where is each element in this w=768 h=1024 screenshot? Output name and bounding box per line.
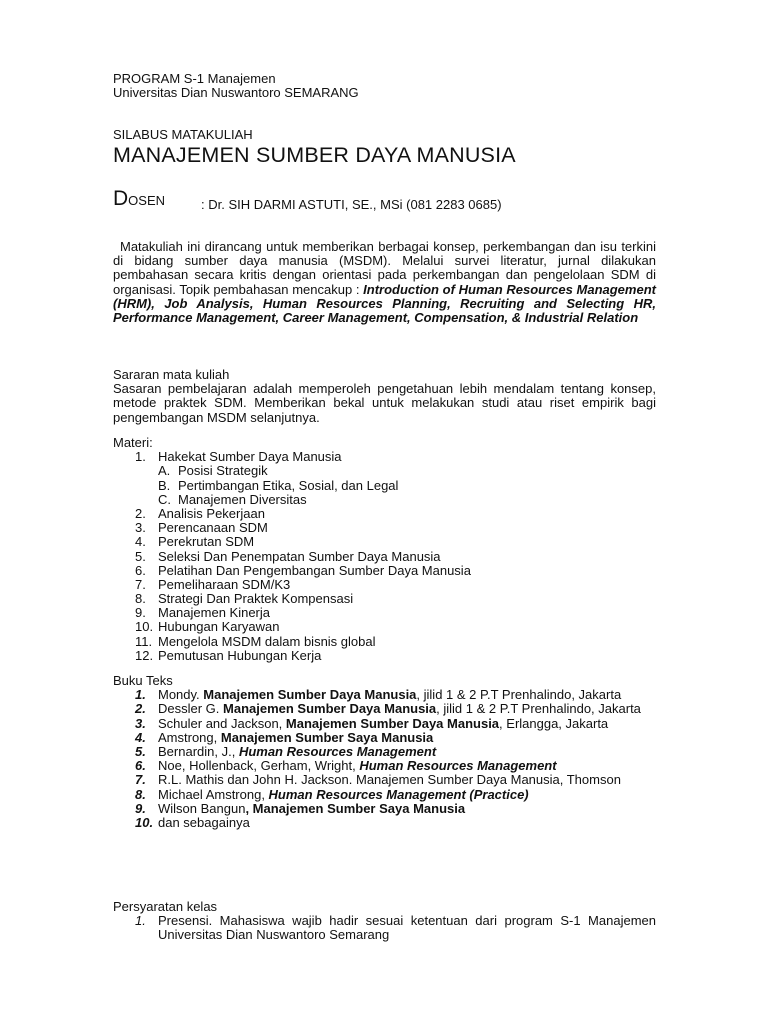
textbook-item — [113, 745, 656, 759]
list-number: 5. — [135, 548, 146, 564]
list-number: 11. — [135, 633, 153, 649]
materials-list — [113, 450, 656, 663]
textbooks-list — [113, 688, 656, 830]
textbook-author: Mondy. — [158, 687, 204, 703]
program-name: PROGRAM S-1 Manajemen — [113, 71, 276, 86]
materials-item — [113, 521, 656, 535]
list-text: Pertimbangan Etika, Sosial, dan Legal — [178, 477, 399, 493]
list-number: B. — [158, 477, 171, 493]
list-text: Manajemen Diversitas — [178, 491, 307, 507]
lecturer-line — [113, 187, 656, 212]
requirement-item — [113, 914, 656, 942]
textbook-author: Schuler and Jackson, — [158, 715, 286, 731]
textbook-item — [113, 788, 656, 802]
textbook-author: Michael Amstrong, — [158, 786, 269, 802]
textbook-author: Dessler G. — [158, 701, 224, 717]
list-number: 3. — [135, 715, 146, 731]
objectives-body: Sasaran pembelajaran adalah memperoleh pengetahuan lebih mendalam tentang konsep, metode praktek SDM. Memberikan bekal untuk melakukan studi atau riset empirik bagi pengembangan MSDM selanjutnya. — [113, 381, 656, 425]
textbook-title: Manajemen Sumber Saya Manusia — [220, 729, 434, 745]
textbook-item — [113, 731, 656, 745]
list-text: Manajemen Kinerja — [158, 605, 271, 621]
list-number: 7. — [135, 772, 146, 788]
objectives-heading: Sararan mata kuliah — [113, 367, 230, 382]
materials-item — [113, 635, 656, 649]
list-number: 1. — [135, 449, 146, 465]
textbook-item — [113, 717, 656, 731]
requirements-heading: Persyaratan kelas — [113, 899, 218, 914]
list-text: Hubungan Karyawan — [158, 619, 280, 635]
textbook-title: Manajemen Sumber Daya Manusia — [285, 715, 500, 731]
materials-item — [113, 649, 656, 663]
list-text: Analisis Pekerjaan — [158, 505, 265, 521]
header-block — [113, 72, 359, 100]
list-text: Strategi Dan Praktek Kompensasi — [158, 591, 354, 607]
list-number: 6. — [135, 562, 146, 578]
list-number: C. — [158, 491, 171, 507]
textbook-item — [113, 688, 656, 702]
list-number: 5. — [135, 744, 146, 760]
materials-item — [113, 550, 656, 564]
list-number: 4. — [135, 729, 146, 745]
list-text: Mengelola MSDM dalam bisnis global — [158, 633, 376, 649]
list-text: Posisi Strategik — [178, 463, 268, 479]
textbook-item — [113, 759, 656, 773]
list-number: 6. — [135, 758, 146, 774]
list-text: Perekrutan SDM — [158, 534, 255, 550]
materials-subitem — [113, 493, 656, 507]
materials-heading: Materi: — [113, 435, 153, 450]
list-text: Seleksi Dan Penempatan Sumber Daya Manusia — [158, 548, 441, 564]
list-number: 7. — [135, 576, 146, 592]
list-text: Hakekat Sumber Daya Manusia — [158, 449, 342, 465]
textbook-author: Bernardin, J., — [158, 744, 239, 760]
materials-item — [113, 592, 656, 606]
textbook-title: , Manajemen Sumber Saya Manusia — [245, 800, 466, 816]
textbooks-section — [113, 674, 656, 830]
list-number: 1. — [135, 913, 146, 929]
list-number: 2. — [135, 701, 146, 717]
requirements-list — [113, 914, 656, 942]
materials-item — [113, 450, 656, 464]
textbook-title: Human Resources Management — [238, 744, 437, 760]
textbook-author: R.L. Mathis dan John H. Jackson. Manajemen Sumber Daya Manusia, Thomson — [158, 772, 621, 788]
lecturer-value: : Dr. SIH DARMI ASTUTI, SE., MSi (081 2283 0685) — [201, 197, 502, 212]
requirements-section — [113, 900, 656, 943]
materials-section — [113, 436, 656, 663]
materials-item — [113, 578, 656, 592]
course-title: MANAJEMEN SUMBER DAYA MANUSIA — [113, 143, 516, 167]
textbook-title: Human Resources Management — [359, 758, 557, 774]
textbook-title: Human Resources Management (Practice) — [268, 786, 529, 802]
textbook-publisher: , jilid 1 & 2 P.T Prenhalindo, Jakarta — [416, 687, 622, 703]
textbook-title: Manajemen Sumber Daya Manusia — [203, 687, 417, 703]
list-number: 2. — [135, 505, 146, 521]
list-text: Pemeliharaan SDM/K3 — [158, 576, 291, 592]
materials-item — [113, 507, 656, 521]
list-text: Pelatihan Dan Pengembangan Sumber Daya Manusia — [158, 562, 471, 578]
list-number: 4. — [135, 534, 146, 550]
list-number: A. — [158, 463, 171, 479]
lecturer-label-rest: OSEN — [128, 193, 166, 208]
course-description-paragraph — [113, 240, 656, 325]
list-number: 8. — [135, 786, 146, 802]
list-number: 12. — [135, 647, 154, 663]
list-number: 8. — [135, 591, 146, 607]
list-text: Perencanaan SDM — [158, 520, 268, 536]
list-number: 1. — [135, 687, 146, 703]
list-number: 9. — [135, 800, 146, 816]
textbook-author: Noe, Hollenback, Gerham, Wright, — [158, 758, 360, 774]
materials-item — [113, 535, 656, 549]
course-description — [113, 240, 656, 325]
materials-subitem — [113, 479, 656, 493]
textbook-author: dan sebagainya — [158, 815, 250, 831]
textbook-author: Wilson Bangun — [158, 800, 246, 816]
description-text: Matakuliah ini dirancang untuk memberikan berbagai konsep, perkembangan dan isu terkini di bidang sumber daya manusia (MSDM). Melalui survei literatur, jurnal dilakukan pembahasan secara kritis dengan orientasi pada perkembangan dan pengelolaan SDM di organisasi. Topik pembahasan mencakup : — [113, 239, 656, 297]
materials-item — [113, 620, 656, 634]
textbooks-heading: Buku Teks — [113, 673, 173, 688]
textbook-item — [113, 773, 656, 787]
list-number: 9. — [135, 605, 146, 621]
textbook-author: Amstrong, — [158, 729, 221, 745]
lecturer-label-initial: D — [113, 187, 129, 210]
textbook-publisher: , jilid 1 & 2 P.T Prenhalindo, Jakarta — [436, 701, 641, 717]
list-number: 3. — [135, 520, 146, 536]
objectives-section — [113, 368, 656, 425]
list-text: Pemutusan Hubungan Kerja — [158, 647, 322, 663]
description-topics: Introduction of Human Resources Management (HRM), Job Analysis, Human Resources Planning, Recruiting and Selecting HR, Performance Management, Career Management, Compensation, & Industrial Relation — [113, 281, 656, 326]
materials-item — [113, 606, 656, 620]
requirement-text: Presensi. Mahasiswa wajib hadir sesuai ketentuan dari program S-1 Manajemen Universitas Dian Nuswantoro Semarang — [158, 913, 656, 943]
list-number: 10. — [135, 815, 154, 831]
textbook-item — [113, 702, 656, 716]
textbook-item — [113, 816, 656, 830]
university-name: Universitas Dian Nuswantoro SEMARANG — [113, 85, 359, 101]
textbook-publisher: , Erlangga, Jakarta — [499, 715, 609, 731]
materials-item — [113, 564, 656, 578]
materials-subitem — [113, 464, 656, 478]
textbook-title: Manajemen Sumber Daya Manusia — [223, 701, 437, 717]
textbook-item — [113, 802, 656, 816]
silabus-label: SILABUS MATAKULIAH — [113, 127, 253, 142]
list-number: 10. — [135, 619, 154, 635]
